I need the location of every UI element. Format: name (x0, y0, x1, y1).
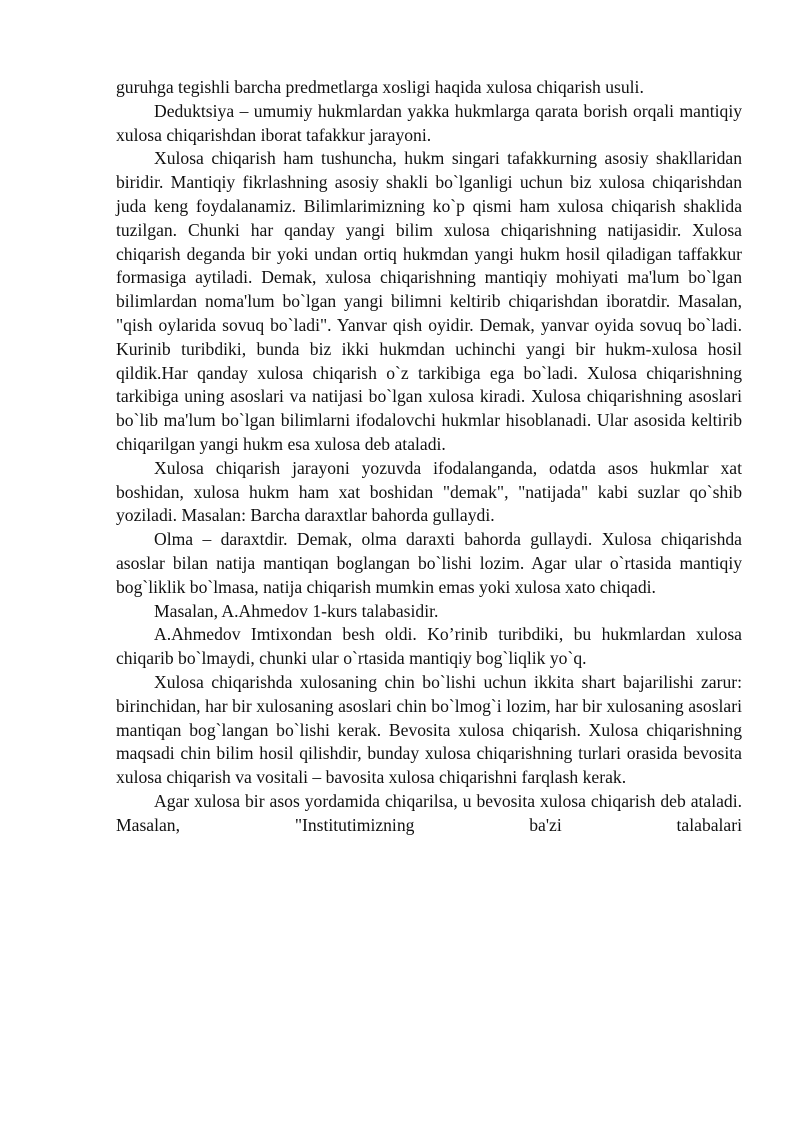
paragraph: Xulosa chiqarishda xulosaning chin bo`lishi uchun ikkita shart bajarilishi zarur: birinchidan, har bir xulosaning asoslari chin bo`lmog`i lozim, har bir xulosaning asoslari mantiqan bog`langan bo`lishi kerak. Bevosita xulosa chiqarish. Xulosa chiqarishning maqsadi chin bilim hosil qilishdir, bunday xulosa chiqarishning turlari orasida bevosita xulosa chiqarish va vositali – bavosita xulosa chiqarishni farqlash kerak. (116, 671, 742, 788)
document-page (116, 76, 742, 838)
paragraph: Masalan, A.Ahmedov 1-kurs talabasidir. (154, 600, 439, 621)
paragraph-last: Agar xulosa bir asos yordamida chiqarilsa, u bevosita xulosa chiqarish deb ataladi. Masalan, "Institutimizning ba'zi talabalari (116, 790, 742, 835)
paragraph: Olma – daraxtdir. Demak, olma daraxti bahorda gullaydi. Xulosa chiqarishda asoslar bilan natija mantiqan boglangan bo`lishi lozim. Agar ular o`rtasida mantiqiy bog`liklik bo`lmasa, natija chiqarish mumkin emas yoki xulosa xato chiqadi. (116, 529, 742, 597)
paragraph: Xulosa chiqarish jarayoni yozuvda ifodalanganda, odatda asos hukmlar xat boshidan, xulosa hukm ham xat boshidan "demak", "natijada" kabi suzlar qo`shib yoziladi. Masalan: Barcha daraxtlar bahorda gullaydi. (116, 457, 742, 526)
paragraph: A.Ahmedov Imtixondan besh oldi. Ko’rinib turibdiki, bu hukmlardan xulosa chiqarib bo`lmaydi, chunki ular o`rtasida mantiqiy bog`liqlik yo`q. (116, 624, 742, 669)
paragraph: guruhga tegishli barcha predmetlarga xosligi haqida xulosa chiqarish usuli. (116, 77, 644, 97)
paragraph-deduction-definition: Deduktsiya – umumiy hukmlardan yakka hukmlarga qarata borish orqali mantiqiy xulosa chiqarishdan iborat tafakkur jarayoni. (116, 100, 742, 145)
paragraph: Xulosa chiqarish ham tushuncha, hukm singari tafakkurning asosiy shakllaridan biridir. Mantiqiy fikrlashning asosiy shakli bo`lganligi uchun biz xulosa chiqarishdan juda keng foydalanamiz. Bilimlarimizning ko`p qismi ham xulosa chiqarish shaklida tuzilgan. Chunki har qanday yangi bilim xulosa chiqarishning natijasidir. Xulosa chiqarish deganda bir yoki undan ortiq hukmdan yangi hukm hosil qiladigan taffakkur formasiga aytiladi. Demak, xulosa chiqarishning mantiqiy mohiyati ma'lum bo`lgan bilimlardan noma'lum bo`lgan yangi bilimni keltirib chiqarishdan iboratdir. Masalan, "qish oylarida sovuq bo`ladi". Yanvar qish oyidir. Demak, yanvar oyida sovuq bo`ladi. Kurinib turibdiki, bunda biz ikki hukmdan uchinchi yangi bir hukm-xulosa hosil qildik.Har qanday xulosa chiqarish o`z tarkibiga ega bo`ladi. Xulosa chiqarishning tarkibiga uning asoslari va natijasi bo`lgan xulosa kiradi. Xulosa chiqarishning asoslari bo`lib ma'lum bo`lgan bilimlarni ifodalovchi hukmlar hisoblanadi. Ular asosida keltirib chiqarilgan yangi hukm esa xulosa deb ataladi. (116, 148, 742, 454)
